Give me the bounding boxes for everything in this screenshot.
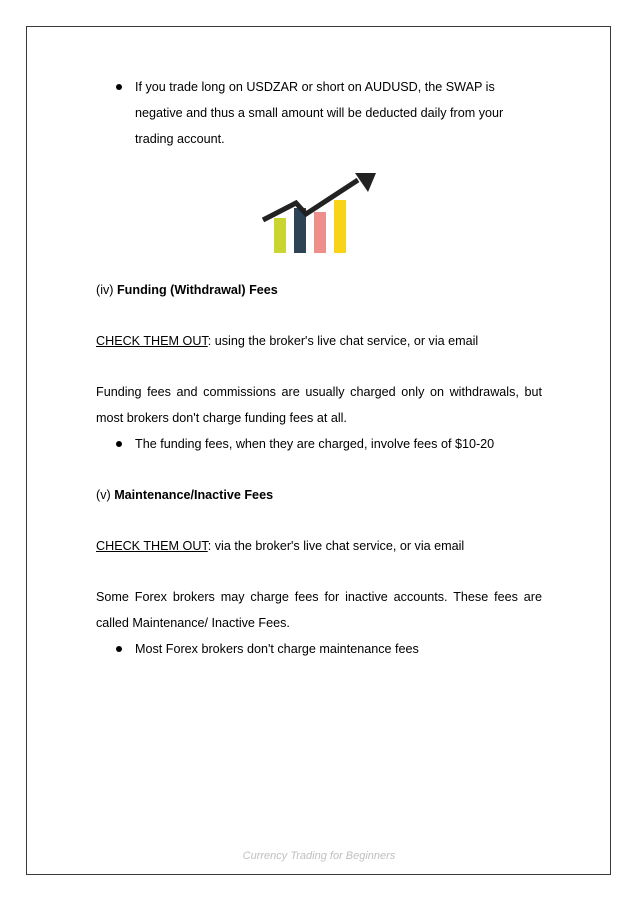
growth-chart-icon [258, 168, 380, 256]
section-number: (iv) [96, 283, 117, 297]
bullet-text-swap: If you trade long on USDZAR or short on AUDUSD, the SWAP is negative and thus a small amount will be deducted daily from your trading account. [135, 80, 504, 146]
paragraph-maintenance: Some Forex brokers may charge fees for inactive accounts. These fees are called Maintenance/ Inactive Fees. [96, 590, 542, 630]
chart-bar-icon [274, 218, 286, 253]
section-number: (v) [96, 488, 115, 502]
chart-bar-icon [314, 212, 326, 253]
section-heading-funding [96, 277, 278, 303]
check-line-maintenance [96, 533, 464, 559]
section-heading-maintenance [96, 482, 273, 508]
check-text: : via the broker's live chat service, or via email [207, 539, 465, 553]
check-label: CHECK THEM OUT [96, 334, 208, 348]
check-text: : using the broker's live chat service, or via email [207, 334, 479, 348]
bullet-icon [116, 84, 122, 90]
bullet-text-maintenance: Most Forex brokers don't charge maintenance fees [135, 642, 419, 656]
list-item [112, 74, 542, 154]
page-footer: Currency Trading for Beginners [242, 850, 396, 862]
list-item [112, 431, 542, 457]
check-line-funding [96, 328, 478, 354]
section-title: Maintenance/Inactive Fees [114, 488, 274, 502]
chart-bar-icon [334, 200, 346, 253]
section-title: Funding (Withdrawal) Fees [116, 283, 278, 297]
bullet-icon [116, 646, 122, 652]
check-label: CHECK THEM OUT [96, 539, 208, 553]
list-item [112, 636, 542, 662]
bullet-icon [116, 441, 122, 447]
bullet-text-funding: The funding fees, when they are charged, involve fees of $10-20 [135, 437, 495, 451]
paragraph-funding: Funding fees and commissions are usually charged only on withdrawals, but most brokers don't charge funding fees at all. [96, 385, 542, 425]
